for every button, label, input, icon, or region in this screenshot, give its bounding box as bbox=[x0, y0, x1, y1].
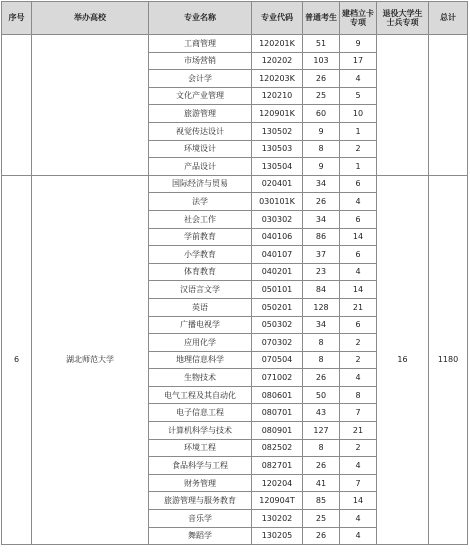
major-cell: 环境工程 bbox=[149, 439, 252, 457]
major-cell: 汉语言文学 bbox=[149, 281, 252, 299]
code-cell: 082701 bbox=[252, 457, 303, 475]
code-cell: 070504 bbox=[252, 351, 303, 369]
regular-cell: 34 bbox=[303, 175, 340, 193]
record-cell: 9 bbox=[340, 35, 377, 53]
major-cell: 应用化学 bbox=[149, 334, 252, 352]
header-index: 序号 bbox=[2, 2, 32, 35]
code-cell: 030302 bbox=[252, 210, 303, 228]
major-cell: 视觉传达设计 bbox=[149, 122, 252, 140]
record-cell: 1 bbox=[340, 158, 377, 176]
record-cell: 4 bbox=[340, 193, 377, 211]
group-index-cell: 6 bbox=[2, 175, 32, 544]
group-veteran-cell: 16 bbox=[377, 175, 429, 544]
record-cell: 6 bbox=[340, 175, 377, 193]
major-cell: 国际经济与贸易 bbox=[149, 175, 252, 193]
record-cell: 5 bbox=[340, 87, 377, 105]
code-cell: 050302 bbox=[252, 316, 303, 334]
record-cell: 4 bbox=[340, 510, 377, 528]
regular-cell: 50 bbox=[303, 386, 340, 404]
code-cell: 120203K bbox=[252, 70, 303, 88]
major-cell: 食品科学与工程 bbox=[149, 457, 252, 475]
record-cell: 14 bbox=[340, 228, 377, 246]
code-cell: 130202 bbox=[252, 510, 303, 528]
regular-cell: 51 bbox=[303, 35, 340, 53]
regular-cell: 8 bbox=[303, 439, 340, 457]
table-row bbox=[2, 175, 468, 193]
record-cell: 8 bbox=[340, 386, 377, 404]
record-cell: 14 bbox=[340, 281, 377, 299]
major-cell: 工商管理 bbox=[149, 35, 252, 53]
major-cell: 社会工作 bbox=[149, 210, 252, 228]
record-cell: 1 bbox=[340, 122, 377, 140]
major-cell: 广播电视学 bbox=[149, 316, 252, 334]
blank-veteran-cell bbox=[377, 35, 429, 176]
header-school: 举办高校 bbox=[32, 2, 149, 35]
major-cell: 法学 bbox=[149, 193, 252, 211]
record-cell: 21 bbox=[340, 298, 377, 316]
header-major: 专业名称 bbox=[149, 2, 252, 35]
major-cell: 市场营销 bbox=[149, 52, 252, 70]
group-total-cell: 1180 bbox=[429, 175, 468, 544]
regular-cell: 60 bbox=[303, 105, 340, 123]
group-school-cell: 湖北师范大学 bbox=[32, 175, 149, 544]
regular-cell: 9 bbox=[303, 158, 340, 176]
code-cell: 130502 bbox=[252, 122, 303, 140]
record-cell: 6 bbox=[340, 246, 377, 264]
major-cell: 旅游管理 bbox=[149, 105, 252, 123]
code-cell: 040201 bbox=[252, 263, 303, 281]
major-cell: 体育教育 bbox=[149, 263, 252, 281]
major-cell: 电子信息工程 bbox=[149, 404, 252, 422]
code-cell: 070302 bbox=[252, 334, 303, 352]
major-cell: 会计学 bbox=[149, 70, 252, 88]
record-cell: 4 bbox=[340, 457, 377, 475]
record-cell: 4 bbox=[340, 369, 377, 387]
header-record: 建档立卡专项 bbox=[340, 2, 377, 35]
record-cell: 7 bbox=[340, 404, 377, 422]
regular-cell: 127 bbox=[303, 422, 340, 440]
record-cell: 2 bbox=[340, 351, 377, 369]
code-cell: 050201 bbox=[252, 298, 303, 316]
code-cell: 130504 bbox=[252, 158, 303, 176]
header-total: 总计 bbox=[429, 2, 468, 35]
code-cell: 120202 bbox=[252, 52, 303, 70]
regular-cell: 26 bbox=[303, 527, 340, 545]
regular-cell: 34 bbox=[303, 210, 340, 228]
header-row bbox=[2, 2, 468, 35]
code-cell: 020401 bbox=[252, 175, 303, 193]
table-row bbox=[2, 35, 468, 53]
record-cell: 2 bbox=[340, 334, 377, 352]
major-cell: 生物技术 bbox=[149, 369, 252, 387]
record-cell: 21 bbox=[340, 422, 377, 440]
code-cell: 120904T bbox=[252, 492, 303, 510]
code-cell: 080701 bbox=[252, 404, 303, 422]
record-cell: 14 bbox=[340, 492, 377, 510]
major-cell: 音乐学 bbox=[149, 510, 252, 528]
code-cell: 082502 bbox=[252, 439, 303, 457]
major-cell: 环境设计 bbox=[149, 140, 252, 158]
major-cell: 产品设计 bbox=[149, 158, 252, 176]
header-veteran: 退役大学生士兵专项 bbox=[377, 2, 429, 35]
record-cell: 17 bbox=[340, 52, 377, 70]
record-cell: 7 bbox=[340, 474, 377, 492]
code-cell: 120201K bbox=[252, 35, 303, 53]
code-cell: 071002 bbox=[252, 369, 303, 387]
admission-plan-table bbox=[1, 1, 468, 545]
record-cell: 10 bbox=[340, 105, 377, 123]
record-cell: 4 bbox=[340, 263, 377, 281]
header-code: 专业代码 bbox=[252, 2, 303, 35]
header-regular: 普通考生 bbox=[303, 2, 340, 35]
major-cell: 地理信息科学 bbox=[149, 351, 252, 369]
major-cell: 计算机科学与技术 bbox=[149, 422, 252, 440]
record-cell: 6 bbox=[340, 316, 377, 334]
major-cell: 舞蹈学 bbox=[149, 527, 252, 545]
record-cell: 6 bbox=[340, 210, 377, 228]
record-cell: 4 bbox=[340, 527, 377, 545]
regular-cell: 25 bbox=[303, 510, 340, 528]
major-cell: 学前教育 bbox=[149, 228, 252, 246]
code-cell: 040107 bbox=[252, 246, 303, 264]
blank-index-cell bbox=[2, 35, 32, 176]
regular-cell: 8 bbox=[303, 351, 340, 369]
record-cell: 2 bbox=[340, 439, 377, 457]
regular-cell: 41 bbox=[303, 474, 340, 492]
major-cell: 小学教育 bbox=[149, 246, 252, 264]
regular-cell: 34 bbox=[303, 316, 340, 334]
major-cell: 电气工程及其自动化 bbox=[149, 386, 252, 404]
major-cell: 英语 bbox=[149, 298, 252, 316]
record-cell: 2 bbox=[340, 140, 377, 158]
major-cell: 财务管理 bbox=[149, 474, 252, 492]
major-cell: 旅游管理与服务教育 bbox=[149, 492, 252, 510]
major-cell: 文化产业管理 bbox=[149, 87, 252, 105]
regular-cell: 26 bbox=[303, 70, 340, 88]
regular-cell: 37 bbox=[303, 246, 340, 264]
regular-cell: 26 bbox=[303, 369, 340, 387]
record-cell: 4 bbox=[340, 70, 377, 88]
regular-cell: 8 bbox=[303, 334, 340, 352]
regular-cell: 84 bbox=[303, 281, 340, 299]
code-cell: 120901K bbox=[252, 105, 303, 123]
code-cell: 080901 bbox=[252, 422, 303, 440]
code-cell: 050101 bbox=[252, 281, 303, 299]
code-cell: 120210 bbox=[252, 87, 303, 105]
regular-cell: 85 bbox=[303, 492, 340, 510]
regular-cell: 9 bbox=[303, 122, 340, 140]
blank-total-cell bbox=[429, 35, 468, 176]
regular-cell: 23 bbox=[303, 263, 340, 281]
regular-cell: 103 bbox=[303, 52, 340, 70]
code-cell: 080601 bbox=[252, 386, 303, 404]
code-cell: 120204 bbox=[252, 474, 303, 492]
regular-cell: 26 bbox=[303, 457, 340, 475]
blank-school-cell bbox=[32, 35, 149, 176]
regular-cell: 25 bbox=[303, 87, 340, 105]
code-cell: 040106 bbox=[252, 228, 303, 246]
regular-cell: 86 bbox=[303, 228, 340, 246]
code-cell: 130503 bbox=[252, 140, 303, 158]
regular-cell: 8 bbox=[303, 140, 340, 158]
regular-cell: 128 bbox=[303, 298, 340, 316]
code-cell: 030101K bbox=[252, 193, 303, 211]
code-cell: 130205 bbox=[252, 527, 303, 545]
regular-cell: 43 bbox=[303, 404, 340, 422]
regular-cell: 26 bbox=[303, 193, 340, 211]
